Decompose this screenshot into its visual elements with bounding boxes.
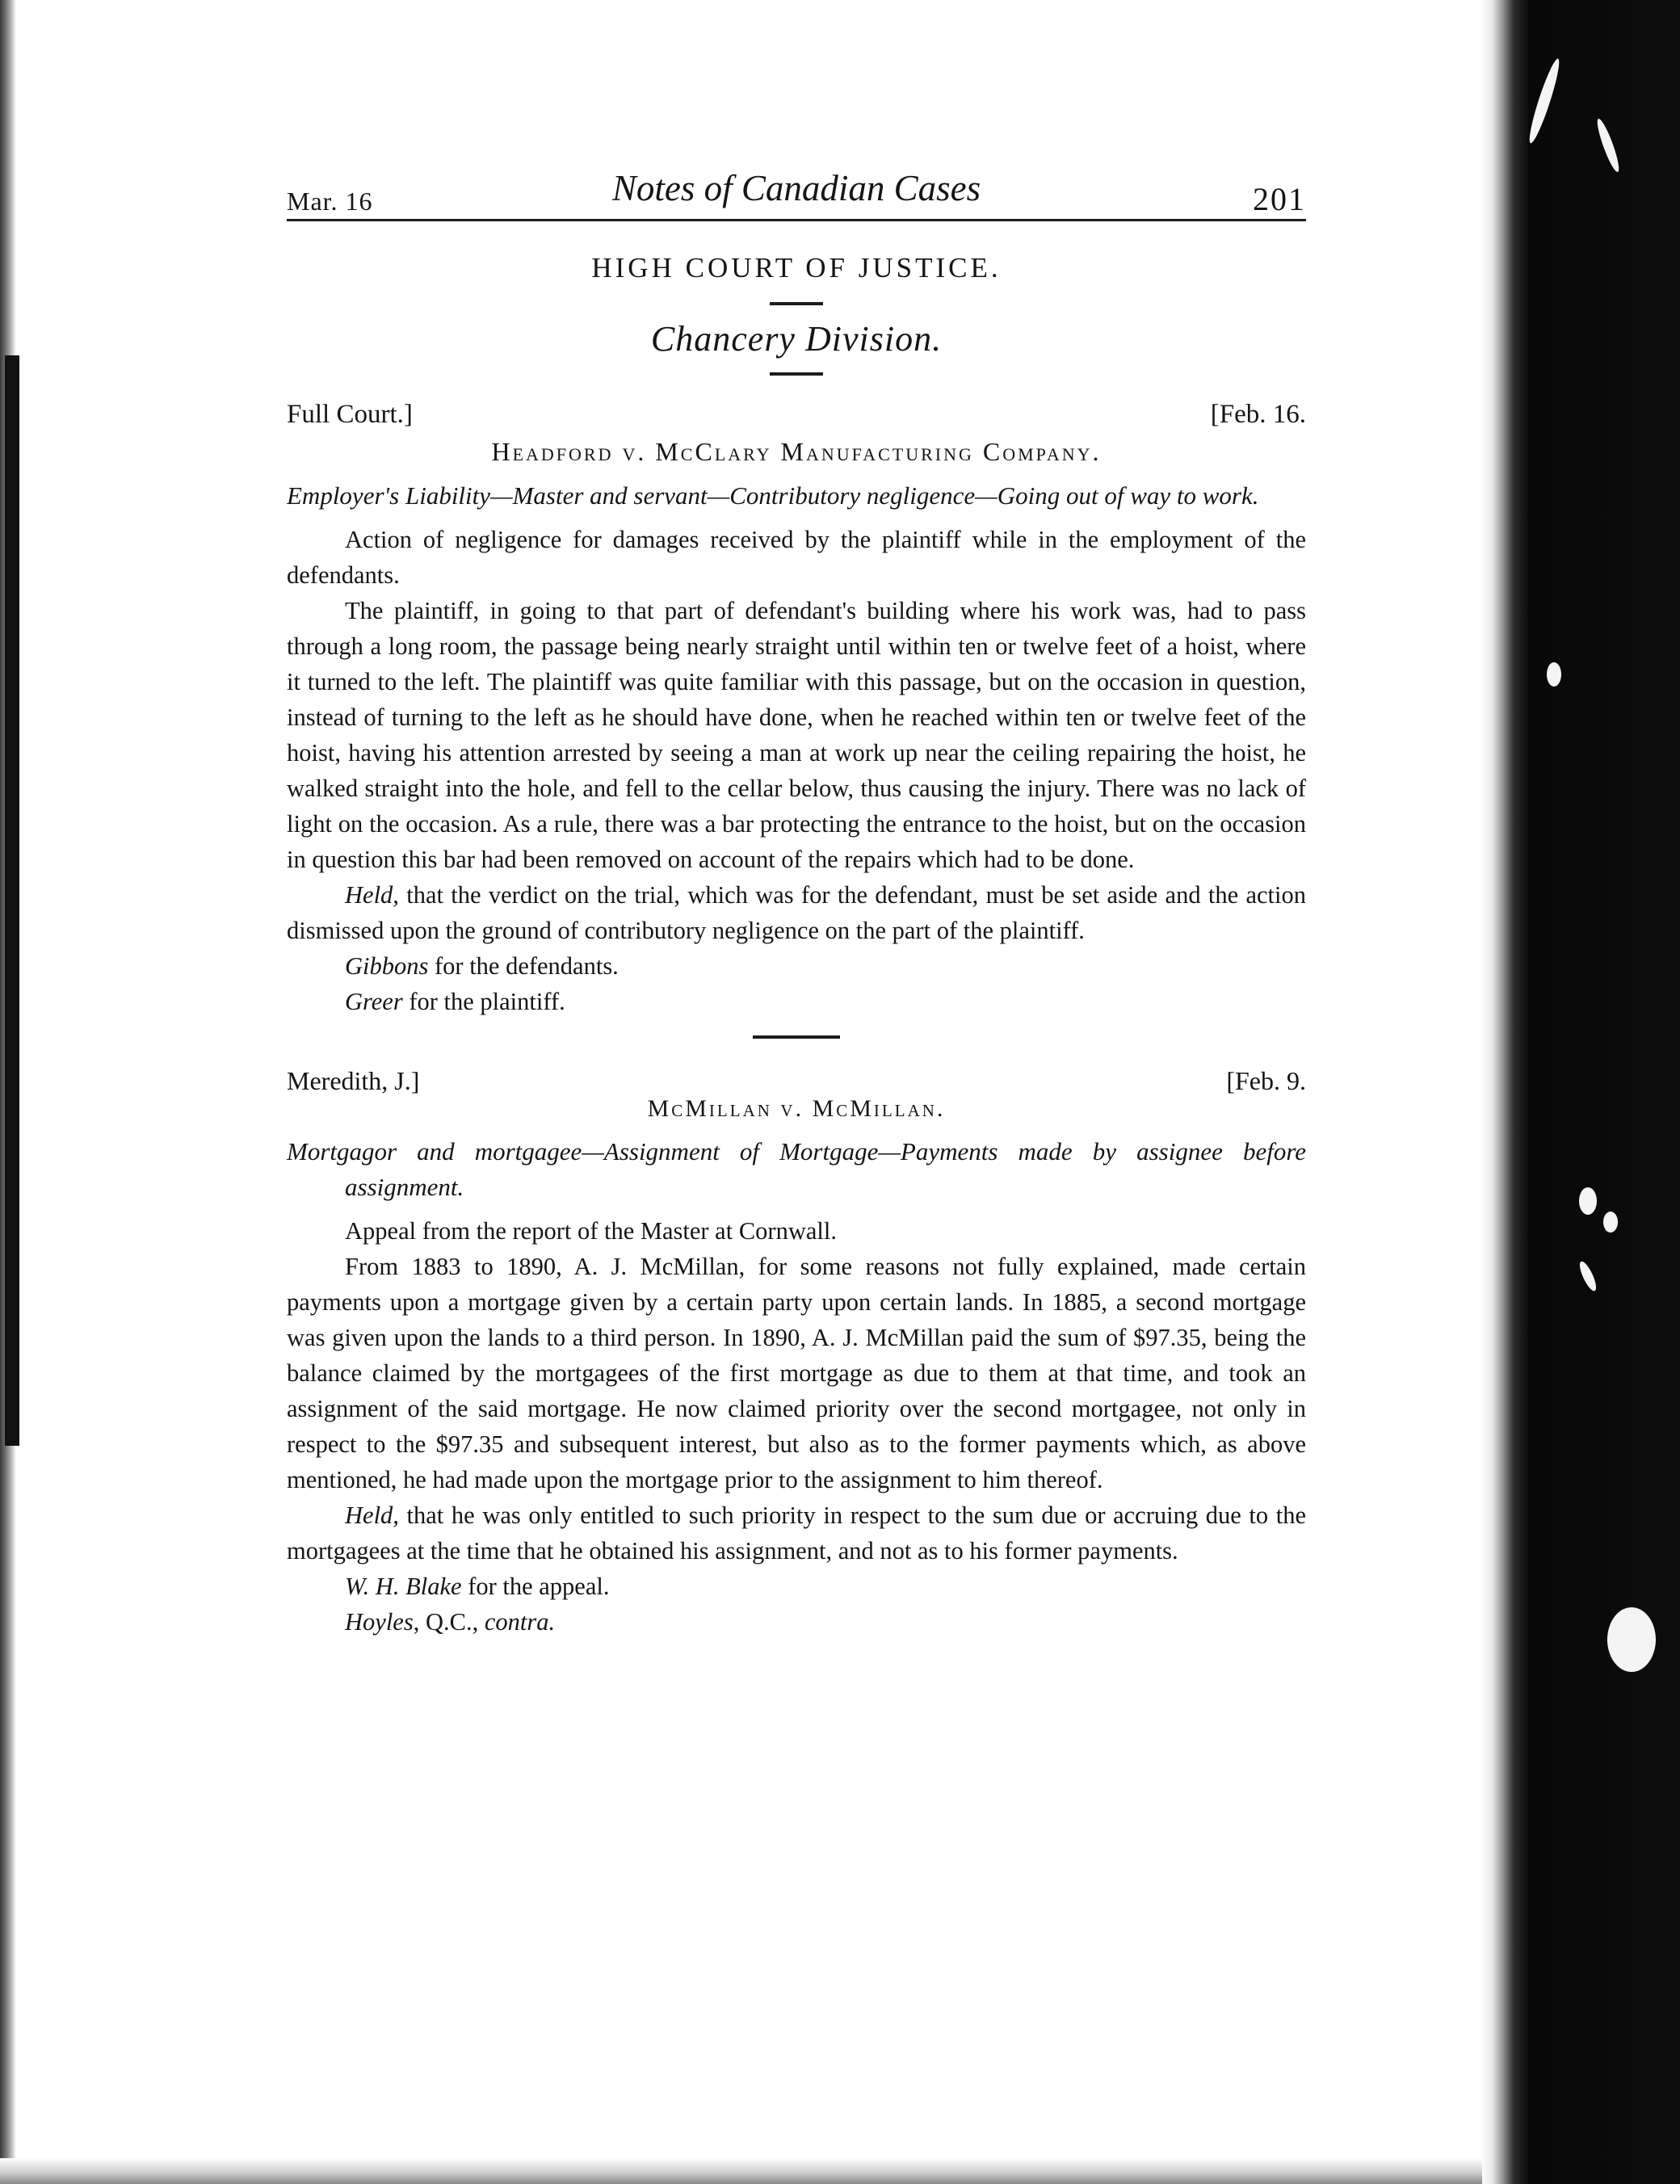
case1-holding: [287, 877, 1306, 948]
counsel-name: Hoyles: [345, 1608, 414, 1636]
divider-rule: [770, 302, 823, 305]
running-head-date: Mar. 16: [287, 187, 373, 216]
case2-holding: [287, 1497, 1306, 1569]
divider-rule: [770, 372, 823, 376]
holding-text: that he was only entitled to such priority in respect to the sum due or accruing due to the mortgagees at the time that he obtained his assignment, and not as to his former payments.: [287, 1502, 1306, 1564]
case2-title: McMillan v. McMillan.: [647, 1095, 946, 1122]
case2-body: [287, 1213, 1306, 1640]
court-heading: HIGH COURT OF JUSTICE.: [591, 252, 1002, 284]
case2-paragraph: From 1883 to 1890, A. J. McMillan, for some reasons not fully explained, made certain payments upon a mortgage given by a certain party upon certain lands. In 1885, a second mortgage was given upon the lands to a third person. In 1890, A. J. McMillan paid the sum of $97.35, being the balance claimed by the mortgagees of the first mortgage as due to them at that time, and took an assignment of the said mortgage. He now claimed priority over the second mortgagee, not only in respect to the $97.35 and subsequent interest, but also as to the former payments which, as above mentioned, he had made upon the mortgage prior to the assignment to him thereof.: [287, 1253, 1306, 1493]
counsel-role: for the plaintiff.: [402, 988, 565, 1015]
running-head-title: Notes of Canadian Cases: [611, 168, 981, 208]
division-heading: Chancery Division.: [650, 319, 943, 359]
counsel-extra: contra.: [484, 1608, 556, 1636]
counsel-name: Greer: [345, 988, 403, 1015]
case1-counsel-2: [287, 984, 1306, 1019]
case1-paragraph: The plaintiff, in going to that part of defendant's building where his work was, had to pass through a long room, the passage being nearly straight until within ten or twelve feet of a hoist, where it turned to the left. The plaintiff was quite familiar with this passage, but on the occasion in question, instead of turning to the left as he should have done, when he reached within ten or twelve feet of the hoist, having his attention arrested by seeing a man at work up near the ceiling repairing the hoist, he walked straight into the hole, and fell to the cellar below, thus causing the injury. There was no lack of light on the occasion. As a rule, there was a bar protecting the entrance to the hoist, but on the occasion in question this bar had been removed on account of the repairs which had to be done.: [287, 597, 1306, 873]
book-page: [287, 166, 1306, 1640]
page-number: 201: [1253, 181, 1306, 217]
scan-bottom-edge: [0, 2158, 1482, 2184]
case2-judge: Meredith, J.]: [287, 1066, 420, 1095]
case-separator: [753, 1035, 840, 1039]
case1-body: [287, 522, 1306, 1019]
counsel-role: for the appeal.: [461, 1573, 610, 1600]
case1-title: Headford v. McClary Manufacturing Company.: [491, 437, 1102, 466]
case1-paragraph: Action of negligence for damages received by the plaintiff while in the employment of the defendants.: [287, 526, 1306, 589]
held-word: Held,: [345, 881, 399, 909]
case2-headnote: Mortgagor and mortgagee—Assignment of Mortgage—Payments made by assignee before assignment.: [287, 1137, 1306, 1201]
counsel-name: W. H. Blake: [345, 1573, 462, 1600]
case2-date: [Feb. 9.: [1226, 1066, 1306, 1095]
case2-counsel-2: [287, 1604, 1306, 1640]
case1-court: Full Court.]: [287, 400, 413, 429]
counsel-role: for the defendants.: [428, 952, 619, 980]
case1-header: [287, 400, 1306, 437]
case1-headnote: Employer's Liability—Master and servant—Contributory negligence—Going out of way to work.: [287, 481, 1259, 510]
case2-counsel-1: [287, 1569, 1306, 1604]
holding-text: that the verdict on the trial, which was for the defendant, must be set aside and the action dismissed upon the ground of contributory negligence on the part of the plaintiff.: [287, 881, 1306, 944]
running-head: [287, 166, 1306, 221]
case1-counsel-1: [287, 948, 1306, 984]
case1-date: [Feb. 16.: [1210, 400, 1306, 429]
case2-header: [287, 1066, 1306, 1105]
scan-binding-shadow: [5, 355, 19, 1446]
counsel-role: , Q.C.,: [413, 1608, 485, 1636]
case2-paragraph: Appeal from the report of the Master at Cornwall.: [345, 1217, 837, 1245]
held-word: Held,: [345, 1502, 399, 1529]
scan-right-edge: [1482, 0, 1680, 2184]
counsel-name: Gibbons: [345, 952, 429, 980]
